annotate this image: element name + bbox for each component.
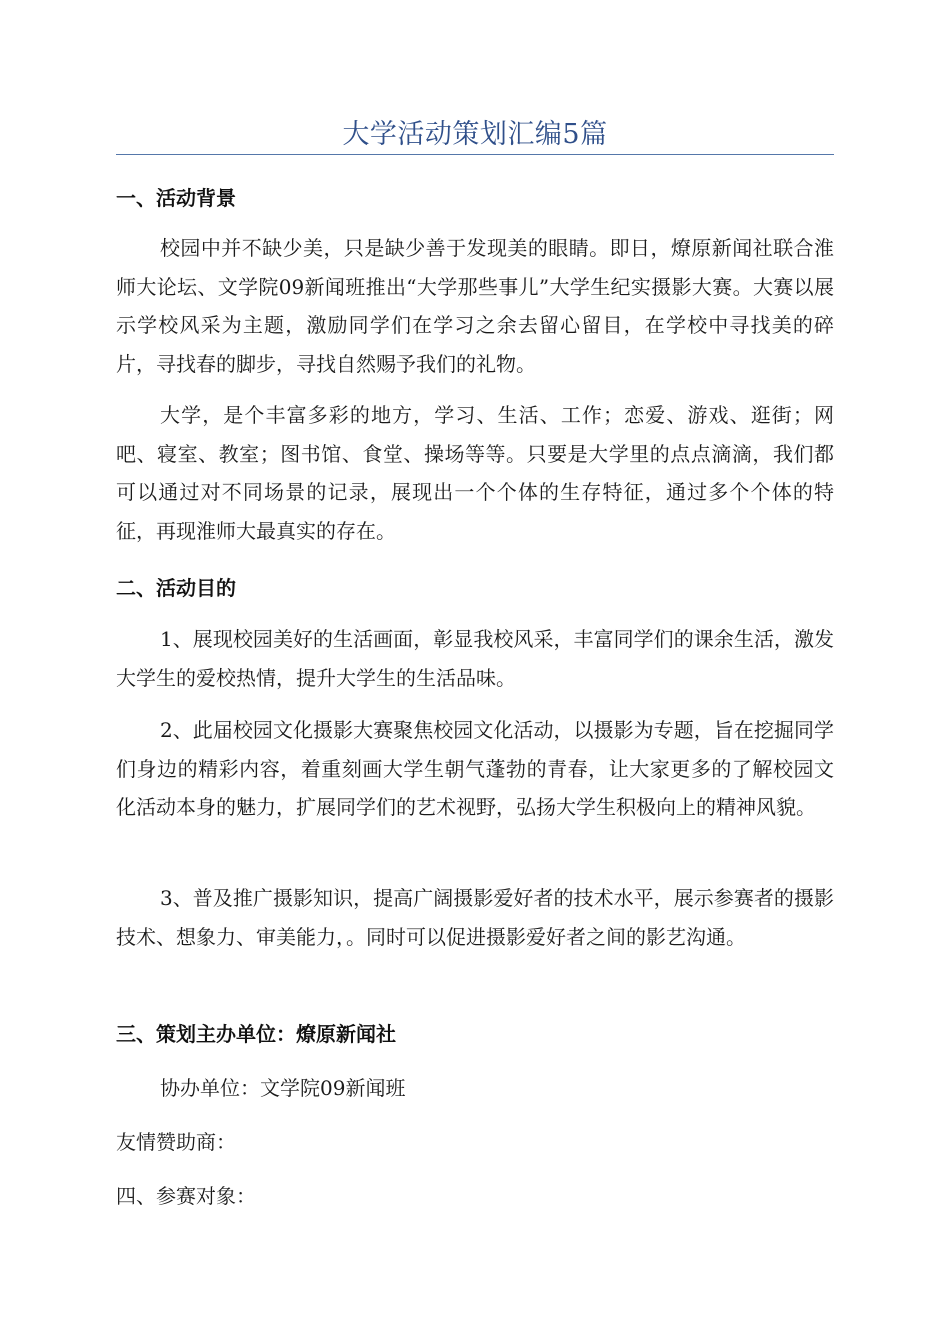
sponsor-line: 友情赞助商： [116, 1130, 236, 1154]
section-heading-goals: 二、活动目的 [116, 576, 236, 600]
paragraph-background-1: 校园中并不缺少美，只是缺少善于发现美的眼睛。即日，燎原新闻社联合淮师大论坛、文学院09新闻班推出“大学那些事儿”大学生纪实摄影大赛。大赛以展示学校风采为主题，激励同学们在学习之余去留心留目，在学校中寻找美的碎片，寻找春的脚步，寻找自然赐予我们的礼物。 [116, 236, 834, 376]
section-heading-background: 一、活动背景 [116, 186, 236, 210]
section-heading-organizer: 三、策划主办单位：燎原新闻社 [116, 1022, 396, 1046]
co-organizer-line: 协办单位：文学院09新闻班 [160, 1076, 406, 1100]
paragraph-goal-3: 3、普及推广摄影知识，提高广阔摄影爱好者的技术水平，展示参赛者的摄影技术、想象力、审美能力，。同时可以促进摄影爱好者之间的影艺沟通。 [116, 886, 834, 949]
section-heading-participants: 四、参赛对象： [116, 1184, 256, 1208]
paragraph-background-2: 大学，是个丰富多彩的地方，学习、生活、工作；恋爱、游戏、逛街；网吧、寝室、教室；图书馆、食堂、操场等等。只要是大学里的点点滴滴，我们都可以通过对不同场景的记录，展现出一个个体的生存特征，通过多个个体的特征，再现淮师大最真实的存在。 [116, 403, 834, 543]
paragraph-goal-2: 2、此届校园文化摄影大赛聚焦校园文化活动，以摄影为专题，旨在挖掘同学们身边的精彩内容，着重刻画大学生朝气蓬勃的青春，让大家更多的了解校园文化活动本身的魅力，扩展同学们的艺术视野，弘扬大学生积极向上的精神风貌。 [116, 718, 834, 819]
document-title: 大学活动策划汇编5篇 [342, 119, 608, 150]
paragraph-goal-1: 1、展现校园美好的生活画面，彰显我校风采，丰富同学们的课余生活，激发大学生的爱校热情，提升大学生的生活品味。 [116, 627, 834, 690]
title-underline [116, 154, 834, 155]
